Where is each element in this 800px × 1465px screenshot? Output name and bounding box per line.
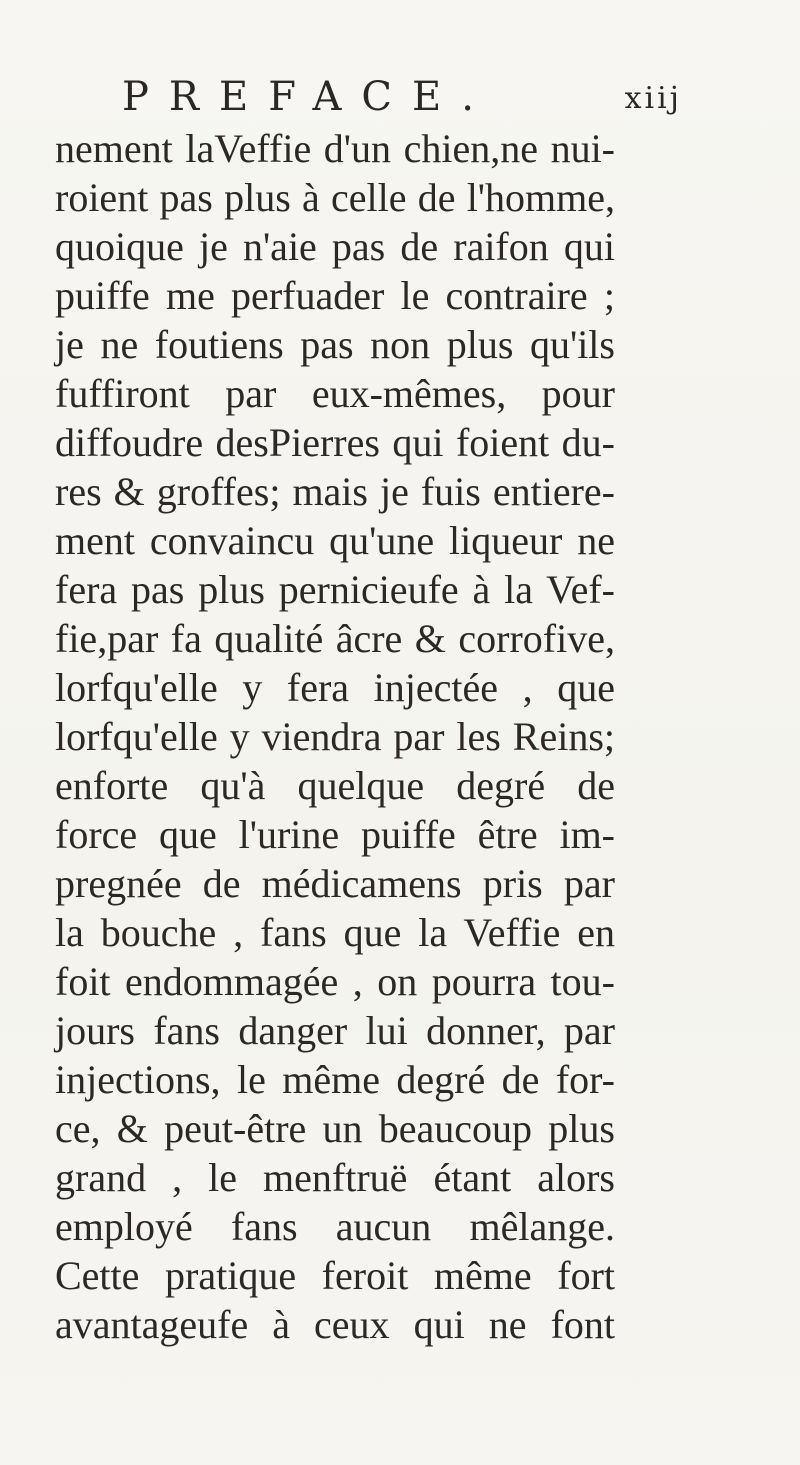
text-line: res & groffes; mais je fuis entiere- bbox=[55, 469, 615, 514]
text-line: roient pas plus à celle de l'homme, bbox=[55, 175, 615, 220]
text-line: puiffe me perfuader le contraire ; bbox=[55, 273, 615, 318]
text-line: grand , le menftruë étant alors bbox=[55, 1155, 615, 1200]
text-line: lorfqu'elle y fera injectée , que bbox=[55, 665, 615, 710]
text-line: ce, & peut-être un beaucoup plus bbox=[55, 1106, 615, 1151]
body-text bbox=[55, 124, 615, 1349]
page-number: xiij bbox=[624, 81, 682, 116]
text-line: fie,par fa qualité âcre & corrofive, bbox=[55, 616, 615, 661]
text-line: ment convaincu qu'une liqueur ne bbox=[55, 518, 615, 563]
text-line: la bouche , fans que la Veffie en bbox=[55, 910, 615, 955]
text-line: pregnée de médicamens pris par bbox=[55, 861, 615, 906]
text-line: Cette pratique feroit même fort bbox=[55, 1253, 615, 1298]
text-line: je ne foutiens pas non plus qu'ils bbox=[55, 322, 615, 367]
text-line: quoique je n'aie pas de raifon qui bbox=[55, 224, 615, 269]
text-line: jours fans danger lui donner, par bbox=[55, 1008, 615, 1053]
text-line: enforte qu'à quelque degré de bbox=[55, 763, 615, 808]
text-line: lorfqu'elle y viendra par les Reins; bbox=[55, 714, 615, 759]
text-line: fera pas plus pernicieufe à la Vef- bbox=[55, 567, 615, 612]
text-line: fuffiront par eux-mêmes, pour bbox=[55, 371, 615, 416]
running-title: PREFACE. bbox=[122, 74, 494, 120]
text-line: diffoudre desPierres qui foient du- bbox=[55, 420, 615, 465]
text-line: foit endommagée , on pourra tou- bbox=[55, 959, 615, 1004]
text-line: employé fans aucun mêlange. bbox=[55, 1204, 615, 1249]
running-header bbox=[122, 72, 682, 122]
text-line: force que l'urine puiffe être im- bbox=[55, 812, 615, 857]
text-line: avantageufe à ceux qui ne font bbox=[55, 1302, 615, 1347]
text-line: injections, le même degré de for- bbox=[55, 1057, 615, 1102]
text-line: nement laVeffie d'un chien,ne nui- bbox=[55, 126, 615, 171]
